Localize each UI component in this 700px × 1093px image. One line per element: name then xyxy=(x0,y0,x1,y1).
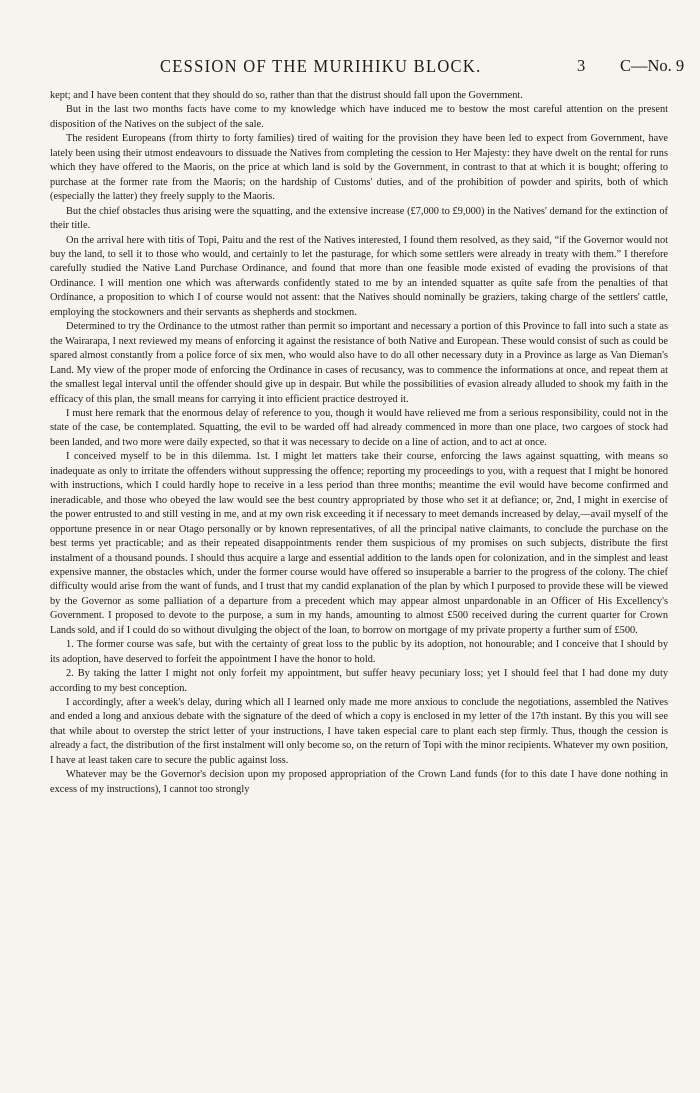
running-title: CESSION OF THE MURIHIKU BLOCK. xyxy=(160,56,482,77)
paragraph: I conceived myself to be in this dilemma. 1st. I might let matters take their course, enforcing the laws against squatting, with means so inadequate as only to irritate the offenders without suppressing the offence; reporting my proceedings to you, with a request that I might be honored with instructions, which I could hardly hope to receive in a less period than three months; meantime the evil would have become confirmed and ineradicable, and those who obeyed the law would see the best country appropriated by those who set it at defiance; or, 2nd, I might in exercise of the power entrusted to and still vesting in me, and at my own risk exceeding it if necessary to meet demands increased by delay,—avail myself of the opportune presence in or near Otago personally or by known representatives, of all the principal native claimants, to conclude the purchase on the best terms yet practicable; and as their repeated disappointments render them suspicious of my promises on such subjects, distribute the first instalment of a thousand pounds. I should thus acquire a large and essential addition to the lands open for colonization, and in the simplest and least expensive manner, the obstacles which, under the former course would have offered so insuperable a barrier to the progress of the colony. The chief difficulty would arise from the want of funds, and I trust that my candid explanation of the plan by which I purposed to provide these will be viewed by the Governor as some palliation of a departure from a precedent which may appear almost unpardonable in an Officer of His Excellency's Government. I proposed to devote to the purpose, a sum in my hands, amounting to almost £500 received during the current quarter for Crown Lands sold, and if I could do so without divulging the object of the loan, to borrow on mortgage of my private property a further sum of £500. xyxy=(50,451,668,636)
paragraph: But in the last two months facts have come to my knowledge which have induced me to bestow the most careful attention on the present disposition of the Natives on the subject of the sale. xyxy=(50,104,668,130)
body-text xyxy=(50,89,668,797)
page-header xyxy=(0,56,700,76)
paragraph: The resident Europeans (from thirty to forty families) tired of waiting for the provision they have been led to expect from Government, have lately been using their utmost endeavours to dissuade the Natives from completing the cession to Her Majesty: they have dwelt on the rental for runs which they have offered to the Maoris, on the price at which land is sold by the Government, in contrast to that at which it is bought; offering to purchase at the former rate from the Maoris; on the hardship of Customs' duties, and of the prohibition of powder and spirits, both of which (especially the latter) they freely supply to the Maoris. xyxy=(50,133,668,203)
paragraph: I must here remark that the enormous delay of reference to you, though it would have relieved me from a serious responsibility, could not in the state of the case, be contemplated. Squatting, the evil to be warded off had already commenced in more than one place, two cargoes of stock had been landed, and two more were daily expected, so that it was necessary to decide on a line of action, and to act at once. xyxy=(50,407,668,448)
paragraph: On the arrival here with titis of Topi, Paitu and the rest of the Natives interested, I found them resolved, as they said, “if the Governor would not buy the land, to sell it to those who would, and certainly to let the pasturage, for which some settlers were already in treaty with them.” I therefore carefully studied the Native Land Purchase Ordinance, and found that more than one feasible mode existed of evading the provisions of that Ordinance. I will mention one which was afterwards confidently stated to me by an intended squatter as quite safe from the penalties of that Ordinance, a proposition to which I of course would not assent: that the Natives should nominally be graziers, taking charge of the settlers' cattle, employing the stockowners and their servants as shepherds and stockmen. xyxy=(50,234,668,318)
paragraph: kept; and I have been content that they should do so, rather than that the distrust should fall upon the Government. xyxy=(50,90,523,101)
paragraph: Determined to try the Ordinance to the utmost rather than permit so important and necessary a portion of this Province to fall into such a state as the Wairarapa, I next reviewed my means of enforcing it against the resistance of both Native and European. These would consist of such as could be spared almost constantly from a police force of six men, who would also have to do all other necessary duty in a Province as large as Van Dieman's Land. My view of the proper mode of enforcing the Ordinance in cases of recusancy, was to commence the informations at once, and repeat them at the smallest legal interval until the offender should give up in despair. But while the possibilities of evasion already alluded to shook my faith in the efficacy of this plan, the small means for carrying it into efficient practice destroyed it. xyxy=(50,321,668,405)
paragraph: But the chief obstacles thus arising were the squatting, and the extensive increase (£7,000 to £9,000) in the Natives' demand for the extinction of their title. xyxy=(50,205,668,232)
paragraph: Whatever may be the Governor's decision upon my proposed appropriation of the Crown Land funds (for to this date I have done nothing in excess of my instructions), I cannot too strongly xyxy=(50,769,668,795)
paper-reference: C—No. 9 xyxy=(620,56,685,75)
paragraph: 1. The former course was safe, but with the certainty of great loss to the public by its adoption, not honourable; and I conceive that I should by its adoption, have deserved to forfeit the appointment I have the honor to hold. xyxy=(50,639,668,665)
paragraph: I accordingly, after a week's delay, during which all I learned only made me more anxious to conclude the negotiations, assembled the Natives and ended a long and anxious debate with the signature of the deed of which a copy is enclosed in my letter of the 17th instant. By this you will see that while about to overstep the strict letter of your instructions, I have taken especial care to plant each step firmly. Thus, though the cession is already a fact, the distribution of the first instalment will only become so, on the return of Topi with the minor recipients. Whatever my own position, I have at least taken care to secure the public against loss. xyxy=(50,697,668,766)
page-number: 3 xyxy=(577,56,586,75)
paragraph: 2. By taking the latter I might not only forfeit my appointment, but suffer heavy pecuniary loss; yet I should feel that I had done my duty according to my best conception. xyxy=(50,668,668,694)
